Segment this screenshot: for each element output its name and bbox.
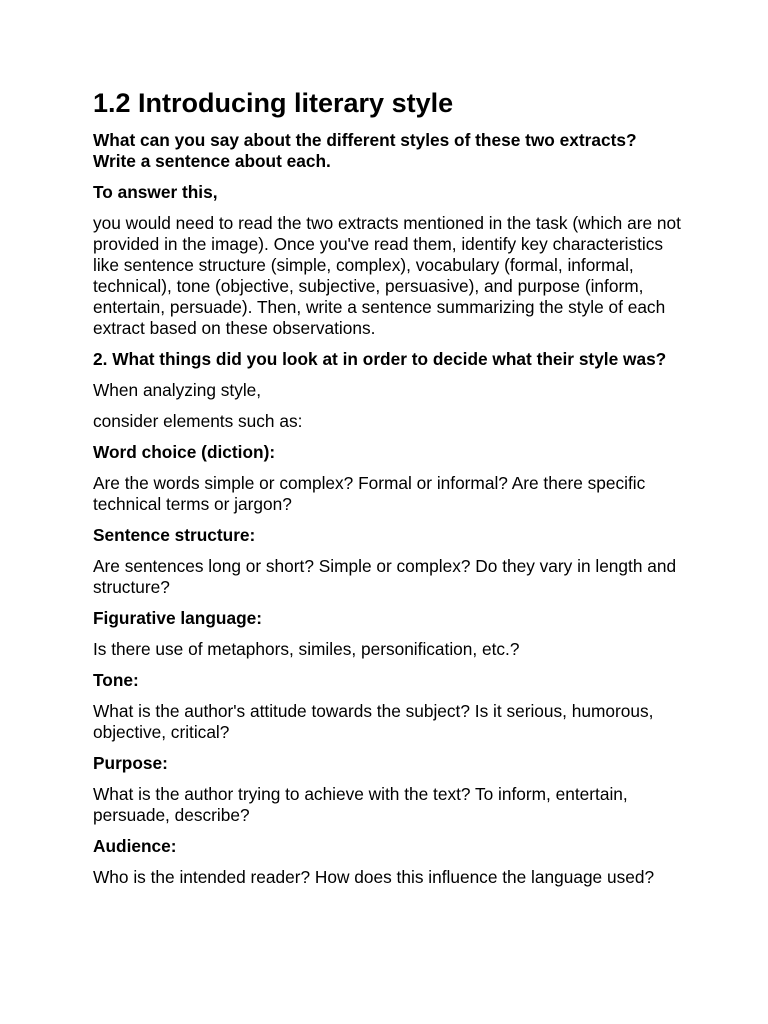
element-text-sentence-structure: Are sentences long or short? Simple or complex? Do they vary in length and structure? (93, 556, 677, 597)
answer-1-body: you would need to read the two extracts mentioned in the task (which are not provided in the image). Once you've read them, identify key characteristics like sentence structure (simple, complex), vocabulary (formal, informal, technical), tone (objective, subjective, persuasive), and purpose (inform, entertain, persuade). Then, write a sentence summarizing the style of each extract based on these observations. (93, 213, 681, 338)
document-page (93, 86, 683, 898)
element-heading-figurative-language: Figurative language: (93, 608, 262, 628)
element-heading-tone: Tone: (93, 670, 139, 690)
answer-2-lead: When analyzing style, (93, 380, 262, 400)
element-heading-sentence-structure: Sentence structure: (93, 525, 256, 545)
answer-1-lead: To answer this, (93, 182, 218, 202)
element-text-figurative-language: Is there use of metaphors, similes, personification, etc.? (93, 639, 520, 659)
element-text-audience: Who is the intended reader? How does this influence the language used? (93, 867, 655, 887)
page-title: 1.2 Introducing literary style (93, 88, 454, 118)
element-text-tone: What is the author's attitude towards the subject? Is it serious, humorous, objective, critical? (93, 701, 654, 742)
element-heading-purpose: Purpose: (93, 753, 168, 773)
element-text-word-choice: Are the words simple or complex? Formal or informal? Are there specific technical terms or jargon? (93, 473, 646, 514)
element-heading-audience: Audience: (93, 836, 177, 856)
question-2: 2. What things did you look at in order to decide what their style was? (93, 349, 667, 369)
element-text-purpose: What is the author trying to achieve with the text? To inform, entertain, persuade, describe? (93, 784, 628, 825)
answer-2-lead-continued: consider elements such as: (93, 411, 303, 431)
element-heading-word-choice: Word choice (diction): (93, 442, 276, 462)
question-1: What can you say about the different styles of these two extracts? Write a sentence about each. (93, 130, 637, 171)
